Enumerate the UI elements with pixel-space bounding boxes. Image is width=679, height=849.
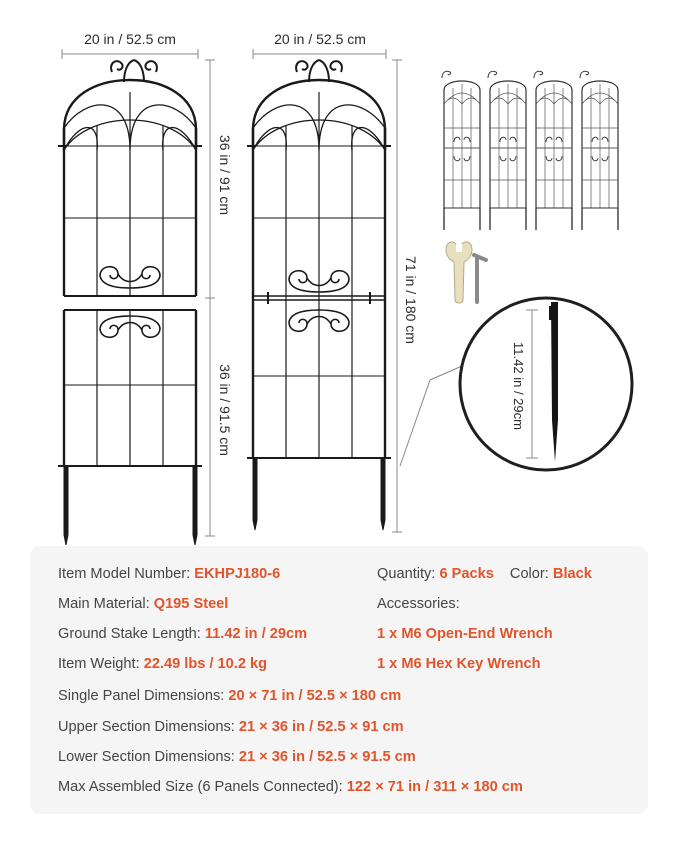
left-trellis-drawing xyxy=(58,60,202,545)
spec-lower-section-label: Lower Section Dimensions: xyxy=(58,749,235,765)
spec-upper-section-label: Upper Section Dimensions: xyxy=(58,719,235,735)
spec-color-value: Black xyxy=(552,566,592,582)
spec-weight-label: Item Weight: xyxy=(58,656,140,672)
spec-model-label: Item Model Number: xyxy=(58,566,191,582)
right-trellis-drawing xyxy=(247,60,391,530)
spec-accessories-heading xyxy=(377,596,460,612)
spec-model-value: EKHPJ180-6 xyxy=(194,566,281,582)
width-label-right: 20 in / 52.5 cm xyxy=(274,31,366,47)
hex-key-icon xyxy=(474,255,486,302)
total-height-label: 71 in / 180 cm xyxy=(403,256,419,344)
spec-weight-row xyxy=(58,656,267,672)
dimension-lines xyxy=(62,49,462,536)
four-panel-preview xyxy=(442,71,618,230)
spec-upper-section-row xyxy=(58,719,404,735)
spec-single-panel-row xyxy=(58,688,401,704)
spec-material-value: Q195 Steel xyxy=(153,596,229,612)
spec-stake-value: 11.42 in / 29cm xyxy=(204,626,308,642)
spec-model-row xyxy=(58,566,280,582)
spec-lower-section-row xyxy=(58,749,416,765)
spec-single-panel-value: 20 × 71 in / 52.5 × 180 cm xyxy=(228,688,402,704)
accessory-hex-key: 1 x M6 Hex Key Wrench xyxy=(377,656,541,672)
spec-max-assembled-label: Max Assembled Size (6 Panels Connected): xyxy=(58,779,343,795)
upper-height-label: 36 in / 91 cm xyxy=(217,134,233,216)
spec-upper-section-value: 21 × 36 in / 52.5 × 91 cm xyxy=(238,719,404,735)
accessory-wrench: 1 x M6 Open-End Wrench xyxy=(377,626,553,642)
stake-detail-circle xyxy=(460,298,632,470)
spec-material-label: Main Material: xyxy=(58,596,150,612)
open-end-wrench-icon xyxy=(446,242,472,303)
spec-card xyxy=(30,546,648,814)
lower-height-label: 36 in / 91.5 cm xyxy=(217,364,233,456)
spec-material-row xyxy=(58,596,228,612)
spec-stake-label: Ground Stake Length: xyxy=(58,626,201,642)
spec-max-assembled-row xyxy=(58,779,523,795)
stake-length-label: 11.42 in / 29cm xyxy=(511,342,526,430)
spec-max-assembled-value: 122 × 71 in / 311 × 180 cm xyxy=(346,779,523,795)
spec-single-panel-label: Single Panel Dimensions: xyxy=(58,688,225,704)
accessory-item xyxy=(377,656,541,672)
spec-color-label: Color: xyxy=(509,566,549,582)
width-label-left: 20 in / 52.5 cm xyxy=(84,31,176,47)
spec-stake-row xyxy=(58,626,307,642)
accessory-item xyxy=(377,626,553,642)
spec-weight-value: 22.49 lbs / 10.2 kg xyxy=(143,656,268,672)
spec-quantity-label: Quantity: xyxy=(377,566,436,582)
spec-quantity-row xyxy=(377,566,592,582)
spec-accessories-label: Accessories: xyxy=(377,596,460,612)
spec-quantity-value: 6 Packs xyxy=(439,566,494,582)
spec-lower-section-value: 21 × 36 in / 52.5 × 91.5 cm xyxy=(238,749,416,765)
